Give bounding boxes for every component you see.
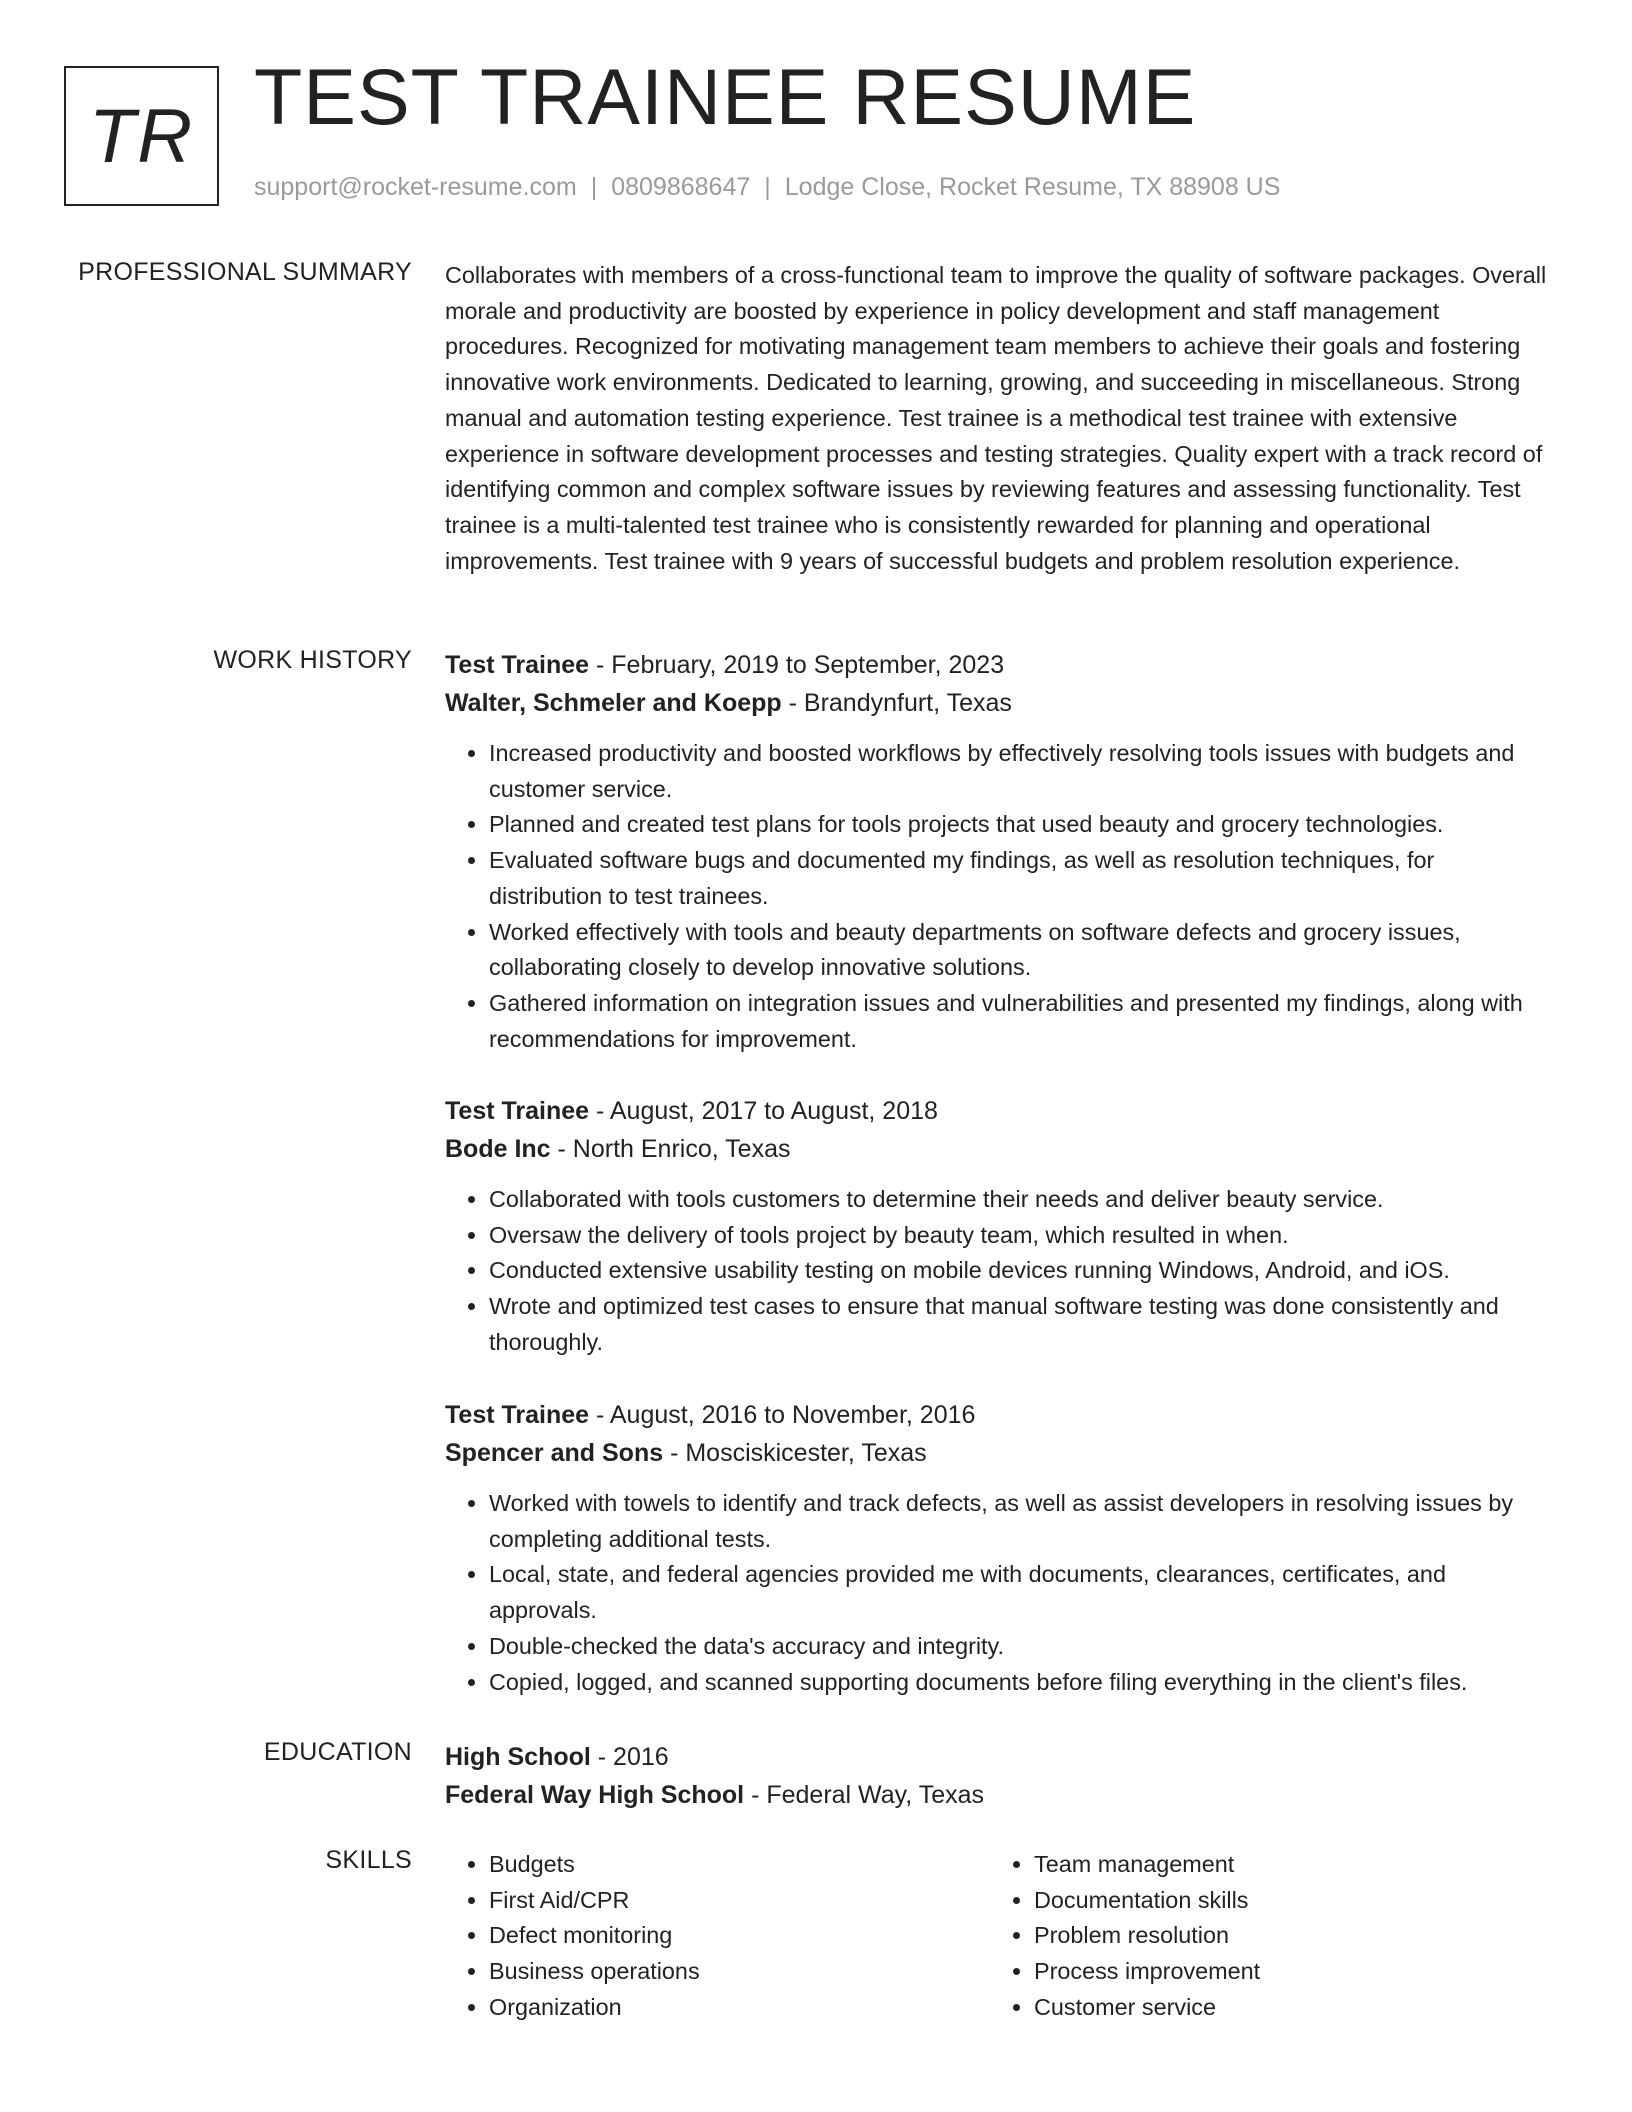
list-item: • Collaborated with tools customers to determine their needs and deliver beauty service. bbox=[489, 1182, 1550, 1218]
list-item: • Defect monitoring bbox=[489, 1918, 969, 1954]
list-item: • Double-checked the data's accuracy and integrity. bbox=[489, 1629, 1550, 1665]
job-entry bbox=[445, 1396, 1550, 1700]
skills-list-right bbox=[990, 1847, 1514, 2026]
work-history-heading: WORK HISTORY bbox=[213, 646, 412, 674]
list-item: • Gathered information on integration issues and vulnerabilities and presented my findings, along with recommendations for improvement. bbox=[489, 986, 1550, 1057]
job-company: Spencer and Sons bbox=[445, 1439, 664, 1467]
list-item: • Worked effectively with tools and beauty departments on software defects and grocery issues, collaborating closely to develop innovative solutions. bbox=[489, 915, 1550, 986]
job-company-line bbox=[445, 1130, 1550, 1168]
job-title-line bbox=[445, 1396, 1550, 1434]
list-item: • Oversaw the delivery of tools project by beauty team, which resulted in when. bbox=[489, 1218, 1550, 1254]
job-title: Test Trainee bbox=[445, 1097, 590, 1125]
contact-separator: | bbox=[590, 173, 598, 201]
job-dates: - August, 2016 to November, 2016 bbox=[589, 1401, 976, 1429]
job-location: - Mosciskicester, Texas bbox=[663, 1439, 927, 1467]
monogram-badge: TR bbox=[64, 66, 219, 206]
job-location: - Brandynfurt, Texas bbox=[781, 689, 1012, 717]
list-item: • Problem resolution bbox=[1034, 1918, 1514, 1954]
list-item: • Planned and created test plans for tools projects that used beauty and grocery technologies. bbox=[489, 807, 1550, 843]
education-degree: High School bbox=[445, 1743, 591, 1771]
education-degree-line bbox=[445, 1738, 1550, 1776]
education-year: - 2016 bbox=[590, 1743, 669, 1771]
contact-separator: | bbox=[764, 173, 771, 201]
job-company: Bode Inc bbox=[445, 1135, 551, 1163]
job-location: - North Enrico, Texas bbox=[550, 1135, 791, 1163]
list-item: • Team management bbox=[1034, 1847, 1514, 1883]
job-dates: - February, 2019 to September, 2023 bbox=[589, 651, 1005, 679]
contact-line bbox=[254, 173, 1280, 202]
list-item: • Documentation skills bbox=[1034, 1883, 1514, 1919]
contact-address: Lodge Close, Rocket Resume, TX 88908 US bbox=[784, 173, 1281, 201]
list-item: • Evaluated software bugs and documented my findings, as well as resolution techniques, for distribution to test trainees. bbox=[489, 843, 1550, 914]
job-bullets bbox=[445, 1486, 1550, 1700]
job-title: Test Trainee bbox=[445, 651, 590, 679]
job-bullets bbox=[445, 736, 1550, 1057]
list-item: • Copied, logged, and scanned supporting documents before filing everything in the client's files. bbox=[489, 1665, 1550, 1701]
skills-list-left bbox=[445, 1847, 969, 2026]
list-item: • Budgets bbox=[489, 1847, 969, 1883]
resume-title: TEST TRAINEE RESUME bbox=[254, 52, 1197, 141]
job-company-line bbox=[445, 684, 1550, 722]
list-item: • Wrote and optimized test cases to ensure that manual software testing was done consistently and thoroughly. bbox=[489, 1289, 1550, 1360]
job-company: Walter, Schmeler and Koepp bbox=[445, 689, 782, 717]
list-item: • Process improvement bbox=[1034, 1954, 1514, 1990]
education-school-line bbox=[445, 1776, 1550, 1814]
education-school: Federal Way High School bbox=[445, 1781, 745, 1809]
skills-heading: SKILLS bbox=[325, 1846, 412, 1874]
summary-heading: PROFESSIONAL SUMMARY bbox=[78, 258, 412, 286]
list-item: • Conducted extensive usability testing on mobile devices running Windows, Android, and iOS. bbox=[489, 1253, 1550, 1289]
summary-text: Collaborates with members of a cross-functional team to improve the quality of software packages. Overall morale and productivity are boosted by experience in policy development and staff management procedures. Recognized for motivating management team members to achieve their goals and fostering innovative work environments. Dedicated to learning, growing, and succeeding in miscellaneous. Strong manual and automation testing experience. Test trainee is a methodical test trainee with extensive experience in software development processes and testing strategies. Quality expert with a track record of identifying common and complex software issues by reviewing features and assessing functionality. Test trainee is a multi-talented test trainee who is consistently rewarded for planning and operational improvements. Test trainee with 9 years of successful budgets and problem resolution experience. bbox=[445, 262, 1547, 574]
job-entry bbox=[445, 1092, 1550, 1361]
education-location: - Federal Way, Texas bbox=[744, 1781, 985, 1809]
job-entry bbox=[445, 646, 1550, 1057]
job-title-line bbox=[445, 646, 1550, 684]
job-company-line bbox=[445, 1434, 1550, 1472]
job-dates: - August, 2017 to August, 2018 bbox=[589, 1097, 938, 1125]
list-item: • Business operations bbox=[489, 1954, 969, 1990]
job-title-line bbox=[445, 1092, 1550, 1130]
list-item: • Worked with towels to identify and track defects, as well as assist developers in resolving issues by completing additional tests. bbox=[489, 1486, 1550, 1557]
list-item: • Local, state, and federal agencies provided me with documents, clearances, certificates, and approvals. bbox=[489, 1557, 1550, 1628]
list-item: • First Aid/CPR bbox=[489, 1883, 969, 1919]
education-heading: EDUCATION bbox=[263, 1738, 412, 1766]
list-item: • Increased productivity and boosted workflows by effectively resolving tools issues with budgets and customer service. bbox=[489, 736, 1550, 807]
job-bullets bbox=[445, 1182, 1550, 1361]
contact-phone: 0809868647 bbox=[611, 173, 751, 201]
job-title: Test Trainee bbox=[445, 1401, 590, 1429]
list-item: • Organization bbox=[489, 1990, 969, 2026]
list-item: • Customer service bbox=[1034, 1990, 1514, 2026]
contact-email: support@rocket-resume.com bbox=[254, 173, 577, 201]
